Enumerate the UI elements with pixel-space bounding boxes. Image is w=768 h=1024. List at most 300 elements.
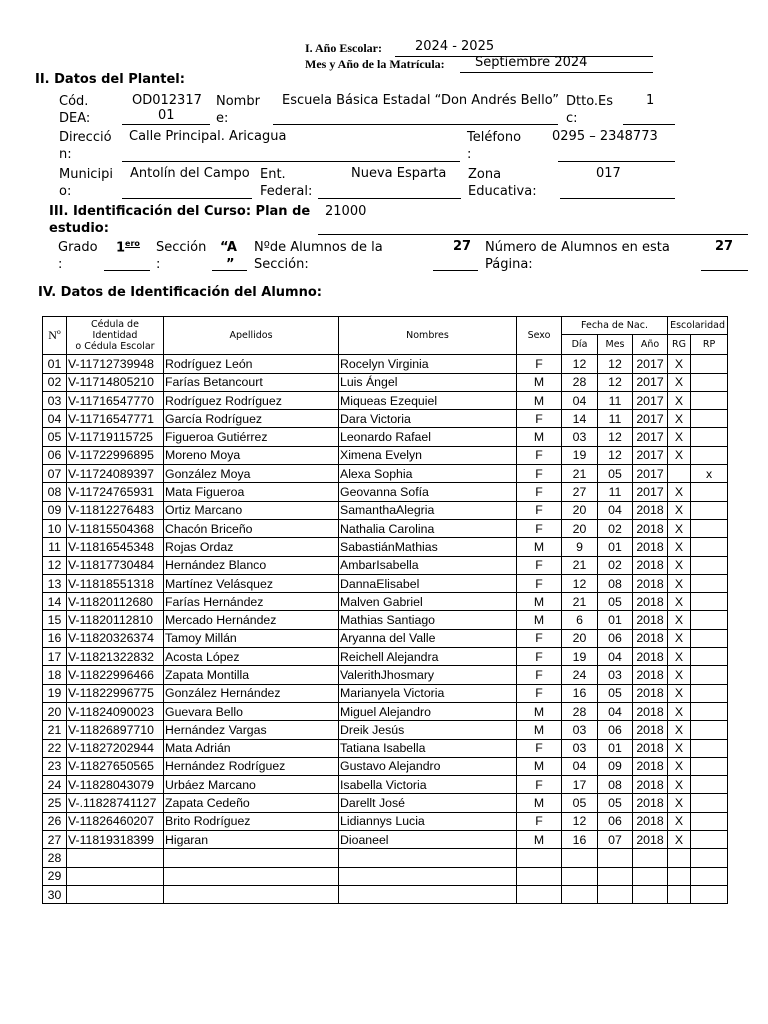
anio-escolar-value: 2024 - 2025	[415, 39, 495, 54]
anio-cell: 2018	[633, 776, 668, 794]
anio-cell: 2017	[633, 391, 668, 409]
rg-cell: X	[668, 702, 691, 720]
apellidos-cell: Chacón Briceño	[164, 519, 339, 537]
students-table-body	[43, 355, 728, 904]
rp-cell	[691, 446, 728, 464]
row-number: 10	[43, 519, 67, 537]
cedula-cell: V-11724765931	[67, 483, 164, 501]
mes-cell: 12	[598, 373, 633, 391]
rp-cell	[691, 428, 728, 446]
municipio-value: Antolín del Campo	[130, 166, 250, 181]
sexo-cell: F	[517, 776, 562, 794]
mes-cell: 12	[598, 428, 633, 446]
rg-cell: X	[668, 721, 691, 739]
table-row	[43, 812, 728, 830]
apellidos-cell: Rojas Ordaz	[164, 538, 339, 556]
mes-cell: 12	[598, 355, 633, 373]
nombres-cell	[339, 849, 517, 867]
apellidos-cell: Rodríguez León	[164, 355, 339, 373]
dia-cell: 21	[562, 556, 598, 574]
nombres-cell: DannaElisabel	[339, 574, 517, 592]
anio-cell	[633, 849, 668, 867]
num-alumnos-pagina-label-line1: Número de Alumnos en esta	[485, 240, 670, 255]
row-number: 02	[43, 373, 67, 391]
row-number: 26	[43, 812, 67, 830]
mes-cell: 11	[598, 410, 633, 428]
mes-cell: 08	[598, 776, 633, 794]
table-row	[43, 739, 728, 757]
rg-cell: X	[668, 739, 691, 757]
sexo-cell: M	[517, 757, 562, 775]
mes-cell: 07	[598, 831, 633, 849]
table-row	[43, 629, 728, 647]
apellidos-cell: Zapata Montilla	[164, 666, 339, 684]
ent-federal-label-line2: Federal:	[260, 184, 313, 199]
grado-value-number: 1	[116, 240, 126, 256]
sexo-cell: F	[517, 483, 562, 501]
rp-cell: x	[691, 465, 728, 483]
matricula-value: Septiembre 2024	[475, 55, 588, 70]
header-mes: Mes	[598, 335, 633, 355]
apellidos-cell: Urbáez Marcano	[164, 776, 339, 794]
cedula-cell: V-11818551318	[67, 574, 164, 592]
rp-cell	[691, 739, 728, 757]
cedula-cell: V-11722996895	[67, 446, 164, 464]
dia-cell: 04	[562, 757, 598, 775]
mes-cell: 08	[598, 574, 633, 592]
apellidos-cell	[164, 867, 339, 885]
nombres-cell: SamanthaAlegria	[339, 501, 517, 519]
apellidos-cell: Hernández Rodríguez	[164, 757, 339, 775]
zona-educativa-value: 017	[596, 166, 621, 181]
nombres-cell: Darellt José	[339, 794, 517, 812]
sexo-cell: F	[517, 501, 562, 519]
table-header-row-1	[43, 317, 728, 335]
rp-cell	[691, 721, 728, 739]
sexo-cell: F	[517, 465, 562, 483]
rg-cell: X	[668, 831, 691, 849]
cedula-cell: V-11820112810	[67, 611, 164, 629]
mes-cell: 06	[598, 721, 633, 739]
sexo-cell: F	[517, 355, 562, 373]
mes-cell: 05	[598, 593, 633, 611]
mes-cell: 04	[598, 648, 633, 666]
municipio-label	[59, 166, 113, 200]
header-dia: Día	[562, 335, 598, 355]
nombres-cell	[339, 867, 517, 885]
header-rg: RG	[668, 335, 691, 355]
rg-cell: X	[668, 410, 691, 428]
anio-cell: 2017	[633, 410, 668, 428]
row-number: 27	[43, 831, 67, 849]
anio-cell	[633, 867, 668, 885]
dtto-underline	[623, 124, 675, 125]
rp-cell	[691, 776, 728, 794]
dia-cell: 03	[562, 721, 598, 739]
row-number: 04	[43, 410, 67, 428]
cedula-cell: V-11824090023	[67, 702, 164, 720]
cod-dea-label-line1: Cód.	[59, 94, 89, 109]
table-row	[43, 648, 728, 666]
mes-cell: 06	[598, 812, 633, 830]
cedula-cell: V-11724089397	[67, 465, 164, 483]
table-row	[43, 684, 728, 702]
direccion-label-line2: n:	[59, 147, 72, 162]
cedula-cell: V-11826460207	[67, 812, 164, 830]
row-number: 30	[43, 885, 67, 903]
table-row	[43, 574, 728, 592]
rg-cell: X	[668, 629, 691, 647]
mes-cell: 01	[598, 611, 633, 629]
cedula-cell: V-11821322832	[67, 648, 164, 666]
nombres-cell: Dreik Jesús	[339, 721, 517, 739]
dia-cell: 03	[562, 428, 598, 446]
mes-cell: 05	[598, 794, 633, 812]
nombres-cell: Nathalia Carolina	[339, 519, 517, 537]
dia-cell: 14	[562, 410, 598, 428]
row-number: 21	[43, 721, 67, 739]
num-alumnos-seccion-value: 27	[453, 239, 472, 254]
rg-cell	[668, 885, 691, 903]
dia-cell: 21	[562, 465, 598, 483]
anio-cell: 2018	[633, 684, 668, 702]
ent-federal-underline	[318, 198, 461, 199]
seccion-value	[220, 239, 237, 273]
apellidos-cell: Mercado Hernández	[164, 611, 339, 629]
rg-cell: X	[668, 794, 691, 812]
rp-cell	[691, 611, 728, 629]
row-number: 09	[43, 501, 67, 519]
nombres-cell: Dara Victoria	[339, 410, 517, 428]
rp-cell	[691, 794, 728, 812]
dtto-label-line1: Dtto.Es	[566, 94, 614, 109]
row-number: 29	[43, 867, 67, 885]
dia-cell: 19	[562, 446, 598, 464]
mes-cell: 05	[598, 465, 633, 483]
mes-cell	[598, 867, 633, 885]
sexo-cell: F	[517, 410, 562, 428]
nombres-cell: Malven Gabriel	[339, 593, 517, 611]
rp-cell	[691, 684, 728, 702]
municipio-label-line2: o:	[59, 184, 72, 199]
anio-cell: 2018	[633, 519, 668, 537]
header-cedula-line1: Cédula de	[91, 319, 139, 331]
rg-cell: X	[668, 519, 691, 537]
table-row	[43, 702, 728, 720]
mes-cell	[598, 849, 633, 867]
rg-cell: X	[668, 373, 691, 391]
mes-cell: 01	[598, 538, 633, 556]
sexo-cell: F	[517, 519, 562, 537]
nombre-underline	[273, 124, 558, 125]
matricula-underline	[460, 72, 653, 73]
apellidos-cell: Ortiz Marcano	[164, 501, 339, 519]
mes-cell: 11	[598, 483, 633, 501]
cedula-cell	[67, 849, 164, 867]
nombres-cell: Lidiannys Lucia	[339, 812, 517, 830]
cod-dea-label-line2: DEA:	[59, 111, 91, 126]
dia-cell: 28	[562, 702, 598, 720]
apellidos-cell: Acosta López	[164, 648, 339, 666]
apellidos-cell: Tamoy Millán	[164, 629, 339, 647]
cedula-cell: V-.11828741127	[67, 794, 164, 812]
nombres-cell: Gustavo Alejandro	[339, 757, 517, 775]
rg-cell: X	[668, 684, 691, 702]
rp-cell	[691, 831, 728, 849]
header-fecha-nac: Fecha de Nac.	[562, 317, 668, 335]
alumnos-section-title: IV. Datos de Identificación del Alumno:	[38, 285, 322, 300]
row-number: 25	[43, 794, 67, 812]
nombres-cell: Rocelyn Virginia	[339, 355, 517, 373]
anio-cell: 2017	[633, 355, 668, 373]
rp-cell	[691, 501, 728, 519]
zona-educativa-label-line1: Zona	[468, 167, 502, 182]
apellidos-cell	[164, 885, 339, 903]
mes-cell: 03	[598, 666, 633, 684]
nombre-label-line1: Nombr	[216, 94, 260, 109]
row-number: 24	[43, 776, 67, 794]
sexo-cell: F	[517, 556, 562, 574]
nombres-cell: Marianyela Victoria	[339, 684, 517, 702]
seccion-underline	[212, 270, 247, 271]
row-number: 05	[43, 428, 67, 446]
header-cedula-line3: o Cédula Escolar	[75, 341, 155, 353]
cedula-cell: V-11719115725	[67, 428, 164, 446]
sexo-cell: F	[517, 739, 562, 757]
table-row	[43, 446, 728, 464]
nombres-cell: AmbarIsabella	[339, 556, 517, 574]
sexo-cell	[517, 867, 562, 885]
row-number: 06	[43, 446, 67, 464]
curso-section-title-line2: estudio:	[49, 221, 109, 236]
rp-cell	[691, 757, 728, 775]
rp-cell	[691, 483, 728, 501]
sexo-cell: F	[517, 684, 562, 702]
seccion-label-line1: Sección	[156, 240, 207, 255]
anio-cell: 2018	[633, 593, 668, 611]
mes-cell: 02	[598, 519, 633, 537]
telefono-label-line2: :	[467, 147, 472, 162]
cedula-cell: V-11819318399	[67, 831, 164, 849]
anio-cell: 2017	[633, 465, 668, 483]
row-number: 18	[43, 666, 67, 684]
plan-estudio-value: 21000	[325, 204, 367, 219]
table-row	[43, 721, 728, 739]
row-number: 07	[43, 465, 67, 483]
sexo-cell: M	[517, 831, 562, 849]
header-anio: Año	[633, 335, 668, 355]
rp-cell	[691, 702, 728, 720]
rg-cell: X	[668, 538, 691, 556]
mes-cell: 06	[598, 629, 633, 647]
direccion-value: Calle Principal. Aricagua	[129, 129, 287, 144]
row-number: 20	[43, 702, 67, 720]
apellidos-cell: Figueroa Gutiérrez	[164, 428, 339, 446]
grado-value-sup: ero	[125, 239, 140, 248]
ent-federal-value: Nueva Esparta	[351, 166, 447, 181]
zona-educativa-label	[468, 166, 537, 200]
anio-cell	[633, 885, 668, 903]
header-escolaridad: Escolaridad	[668, 317, 728, 335]
dia-cell	[562, 849, 598, 867]
rp-cell	[691, 519, 728, 537]
table-row	[43, 428, 728, 446]
cedula-cell: V-11827650565	[67, 757, 164, 775]
dia-cell: 16	[562, 684, 598, 702]
zona-educativa-underline	[560, 198, 675, 199]
cedula-cell: V-11714805210	[67, 373, 164, 391]
nombres-cell: Luis Ángel	[339, 373, 517, 391]
dia-cell: 20	[562, 501, 598, 519]
cedula-cell: V-11716547770	[67, 391, 164, 409]
ent-federal-label	[260, 166, 312, 200]
rp-cell	[691, 538, 728, 556]
rg-cell: X	[668, 556, 691, 574]
rg-cell: X	[668, 757, 691, 775]
rg-cell: X	[668, 428, 691, 446]
apellidos-cell: González Hernández	[164, 684, 339, 702]
apellidos-cell	[164, 849, 339, 867]
nombres-cell: Alexa Sophia	[339, 465, 517, 483]
municipio-underline	[122, 198, 252, 199]
table-row	[43, 867, 728, 885]
dia-cell: 28	[562, 373, 598, 391]
mes-cell: 02	[598, 556, 633, 574]
row-number: 03	[43, 391, 67, 409]
sexo-cell: M	[517, 593, 562, 611]
cedula-cell: V-11822996775	[67, 684, 164, 702]
cedula-cell: V-11826897710	[67, 721, 164, 739]
anio-cell: 2017	[633, 446, 668, 464]
row-number: 22	[43, 739, 67, 757]
dia-cell	[562, 867, 598, 885]
num-alumnos-seccion-label-line2: Sección:	[254, 257, 309, 272]
header-sexo: Sexo	[517, 317, 562, 355]
sexo-cell: F	[517, 812, 562, 830]
dia-cell	[562, 885, 598, 903]
rg-cell: X	[668, 483, 691, 501]
cod-dea-value-2: 01	[158, 108, 175, 123]
anio-cell: 2018	[633, 739, 668, 757]
num-alumnos-seccion-label-line1: Nºde Alumnos de la	[254, 240, 383, 255]
rp-cell	[691, 355, 728, 373]
table-row	[43, 538, 728, 556]
nombres-cell: Dioaneel	[339, 831, 517, 849]
sexo-cell	[517, 849, 562, 867]
rg-cell	[668, 849, 691, 867]
table-row	[43, 410, 728, 428]
dia-cell: 17	[562, 776, 598, 794]
anio-cell: 2018	[633, 611, 668, 629]
municipio-label-line1: Municipi	[59, 167, 113, 182]
table-row	[43, 519, 728, 537]
dia-cell: 19	[562, 648, 598, 666]
num-alumnos-seccion-label	[254, 239, 383, 273]
dia-cell: 27	[562, 483, 598, 501]
sexo-cell: F	[517, 648, 562, 666]
grado-underline	[104, 270, 150, 271]
cedula-cell: V-11817730484	[67, 556, 164, 574]
header-apellidos: Apellidos	[164, 317, 339, 355]
mes-cell: 01	[598, 739, 633, 757]
telefono-underline	[558, 161, 675, 162]
anio-cell: 2018	[633, 538, 668, 556]
students-table	[42, 316, 728, 904]
apellidos-cell: Mata Figueroa	[164, 483, 339, 501]
cedula-cell: V-11712739948	[67, 355, 164, 373]
cedula-cell: V-11820326374	[67, 629, 164, 647]
apellidos-cell: García Rodríguez	[164, 410, 339, 428]
mes-cell: 11	[598, 391, 633, 409]
apellidos-cell: Guevara Bello	[164, 702, 339, 720]
rp-cell	[691, 410, 728, 428]
num-alumnos-seccion-underline	[433, 270, 478, 271]
cedula-cell: V-11828043079	[67, 776, 164, 794]
direccion-underline	[122, 161, 460, 162]
ent-federal-label-line1: Ent.	[260, 167, 286, 182]
anio-cell: 2018	[633, 556, 668, 574]
sexo-cell: M	[517, 538, 562, 556]
table-row	[43, 666, 728, 684]
rp-cell	[691, 648, 728, 666]
dia-cell: 05	[562, 794, 598, 812]
sexo-cell: M	[517, 721, 562, 739]
table-row	[43, 391, 728, 409]
rp-cell	[691, 867, 728, 885]
telefono-label	[467, 129, 521, 163]
table-row	[43, 794, 728, 812]
header-cedula-line2: Identidad	[92, 330, 138, 342]
nombres-cell: Miguel Alejandro	[339, 702, 517, 720]
sexo-cell: F	[517, 629, 562, 647]
sexo-cell: F	[517, 446, 562, 464]
rg-cell: X	[668, 574, 691, 592]
apellidos-cell: Rodríguez Rodríguez	[164, 391, 339, 409]
header-nombres: Nombres	[339, 317, 517, 355]
direccion-label	[59, 129, 112, 163]
apellidos-cell: Hernández Vargas	[164, 721, 339, 739]
nombre-label-line2: e:	[216, 111, 229, 126]
matricula-label: Mes y Año de la Matrícula:	[305, 57, 445, 71]
plantel-section-title: II. Datos del Plantel:	[35, 72, 185, 87]
header-cedula	[67, 317, 164, 355]
nombres-cell: ValerithJhosmary	[339, 666, 517, 684]
rg-cell	[668, 867, 691, 885]
anio-cell: 2018	[633, 666, 668, 684]
rg-cell: X	[668, 391, 691, 409]
table-row	[43, 501, 728, 519]
nombres-cell: Mathias Santiago	[339, 611, 517, 629]
nombres-cell: Isabella Victoria	[339, 776, 517, 794]
table-row	[43, 849, 728, 867]
row-number: 19	[43, 684, 67, 702]
rp-cell	[691, 391, 728, 409]
apellidos-cell: Brito Rodríguez	[164, 812, 339, 830]
mes-cell: 04	[598, 702, 633, 720]
table-row	[43, 831, 728, 849]
anio-cell: 2018	[633, 501, 668, 519]
row-number: 08	[43, 483, 67, 501]
dia-cell: 6	[562, 611, 598, 629]
row-number: 13	[43, 574, 67, 592]
header-rp: RP	[691, 335, 728, 355]
anio-cell: 2018	[633, 794, 668, 812]
dtto-value: 1	[646, 93, 655, 108]
nombres-cell: Leonardo Rafael	[339, 428, 517, 446]
seccion-label-line2: :	[156, 257, 161, 272]
mes-cell: 09	[598, 757, 633, 775]
telefono-label-line1: Teléfono	[467, 130, 522, 145]
